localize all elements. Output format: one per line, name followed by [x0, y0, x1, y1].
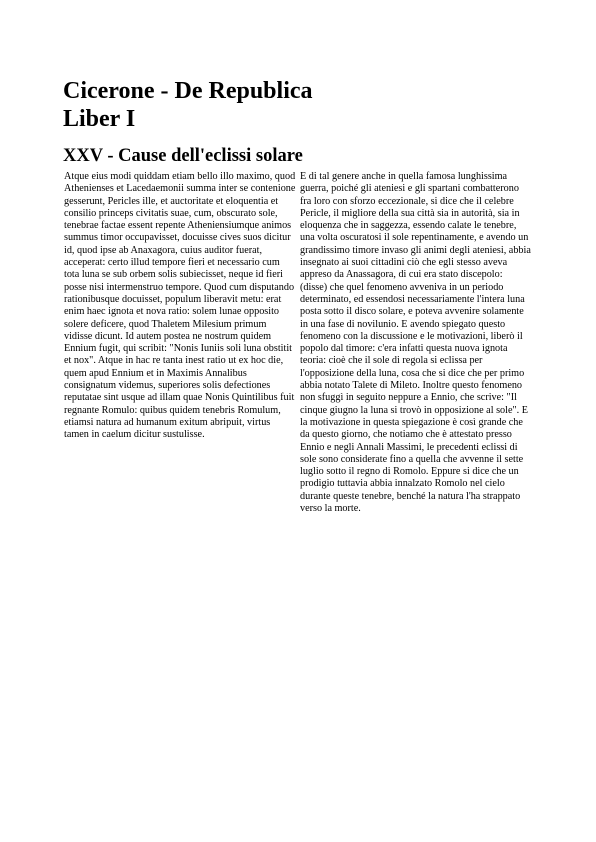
- latin-text-line: gesserunt, Pericles ille, et auctoritate et eloquentia et: [64, 195, 279, 207]
- latin-text-line: summus timor occupavisset, docuisse cives suos dicitur: [64, 232, 291, 244]
- latin-text-line: tota luna se sub orbem solis subiecisset, neque id fieri: [64, 269, 283, 281]
- latin-text-line: vidisse dicunt. Id autem postea ne nostrum quidem: [64, 330, 272, 342]
- italian-text-line: verso la morte.: [300, 503, 361, 515]
- latin-text-line: acceperat: certo illud tempore fieri et necessario cum: [64, 257, 280, 269]
- latin-text-line: reputatae sint usque ad illam quae Nonis Quintilibus fuit: [64, 392, 295, 404]
- latin-text-line: enim haec ignota et nova ratio: solem lunae opposito: [64, 306, 280, 318]
- italian-text-column: [300, 171, 530, 515]
- title-line-2: Liber I: [63, 106, 136, 132]
- latin-text-line: consignatum videmus, superiores solis defectiones: [64, 380, 271, 392]
- italian-text-line: appreso da Anassagora, di cui era stato discepolo:: [300, 269, 503, 281]
- italian-text-line: luglio sotto il regno di Romolo. Eppure si dice che un: [300, 466, 519, 478]
- italian-text-line: teoria: cioè che il sole di regola si eclissa per: [300, 355, 483, 367]
- italian-text-line: prodigio tuttavia abbia innalzato Romolo nel cielo: [300, 478, 505, 490]
- italian-text-line: fenomeno con la discussione e le motivazioni, liberò il: [300, 330, 523, 342]
- italian-text-line: posta sotto il disco solare, e poteva avvenire solamente: [300, 306, 524, 318]
- latin-text-line: regnante Romulo: quibus quidem tenebris Romulum,: [64, 404, 281, 416]
- italian-text-line: (disse) che quel fenomeno avveniva in un periodo: [300, 281, 504, 293]
- italian-text-line: durante queste tenebre, benché la natura l'ha strappato: [300, 490, 521, 502]
- latin-text-line: consilio princeps civitatis suae, cum, obscurato sole,: [64, 207, 278, 219]
- italian-text-line: popolo dal timore: c'era infatti questa nuova ignota: [300, 343, 508, 355]
- italian-text-line: in una fase di novilunio. E avendo spiegato questo: [300, 318, 506, 330]
- italian-text-line: cinque giugno la luna si trovò in opposizione al sole". E: [300, 404, 528, 416]
- title-line-1: Cicerone - De Republica: [63, 78, 313, 104]
- latin-text-line: et nox". Atque in hac re tanta inest ratio ut ex hoc die,: [64, 355, 284, 367]
- italian-text-line: eloquenza che in saggezza, essendo calate le tenebre,: [300, 220, 517, 232]
- italian-text-line: insegnato ai suoi cittadini ciò che egli stesso aveva: [300, 257, 508, 269]
- italian-text-line: fra loro con sforzo eccezionale, si dice che il celebre: [300, 195, 514, 207]
- italian-text-line: da questo giorno, che notiamo che è attestato presso: [300, 429, 512, 441]
- latin-text-line: posse nisi intermenstruo tempore. Quod cum disputando: [64, 281, 295, 293]
- document-title: [63, 77, 313, 133]
- italian-text-line: abbia notato Talete di Mileto. Inoltre questo fenomeno: [300, 380, 523, 392]
- latin-text-line: quem apud Ennium et in Maximis Annalibus: [64, 367, 247, 379]
- latin-text-column: [64, 171, 294, 442]
- italian-text-line: E di tal genere anche in quella famosa lunghissima: [300, 171, 508, 182]
- italian-text-line: sole sono considerate fino a quella che avvenne il sette: [300, 453, 524, 465]
- latin-text-line: rationibusque docuisset, populum liberavit metu: erat: [64, 293, 282, 305]
- italian-text-line: una volta oscuratosi il sole repentinamente, e avendo un: [300, 232, 529, 244]
- section-heading: XXV - Cause dell'eclissi solare: [63, 146, 303, 166]
- italian-text-line: grandissimo timore invaso gli animi degli ateniesi, abbia: [300, 244, 531, 256]
- italian-text-line: la motivazione in questa spiegazione è così grande che: [300, 416, 523, 428]
- latin-text-line: tamen in caelum dicitur sustulisse.: [64, 429, 205, 441]
- latin-text-line: id, quod ipse ab Anaxagora, cuius auditor fuerat,: [64, 244, 263, 256]
- italian-text-line: Pericle, il migliore della sua città sia in autorità, sia in: [300, 207, 520, 219]
- latin-text-line: Ennium fugit, qui scribit: "Nonis Iuniis soli luna obstitit: [64, 343, 293, 355]
- latin-text-line: Athenienses et Lacedaemonii summa inter se contenione: [64, 183, 296, 195]
- italian-text-line: Ennio e negli Annali Massimi, le precedenti eclissi di: [300, 441, 518, 453]
- italian-text-line: determinato, ed essendosi necessariamente l'intera luna: [300, 293, 525, 305]
- italian-text-line: guerra, poiché gli ateniesi e gli spartani combatterono: [300, 183, 519, 195]
- latin-text-line: tenebrae factae essent repente Atheniensiumque animos: [64, 220, 292, 232]
- latin-text-line: etiamsi natura ad humanum exitum abripuit, virtus: [64, 416, 271, 428]
- italian-text-line: non sfuggì in seguito neppure a Ennio, che scrive: "Il: [300, 392, 517, 404]
- latin-text-line: Atque eius modi quiddam etiam bello illo maximo, quod: [64, 171, 296, 182]
- latin-text-line: solere deficere, quod Thaletem Milesium primum: [64, 318, 267, 330]
- italian-text-line: l'opposizione della luna, cosa che si dice che per primo: [300, 367, 525, 379]
